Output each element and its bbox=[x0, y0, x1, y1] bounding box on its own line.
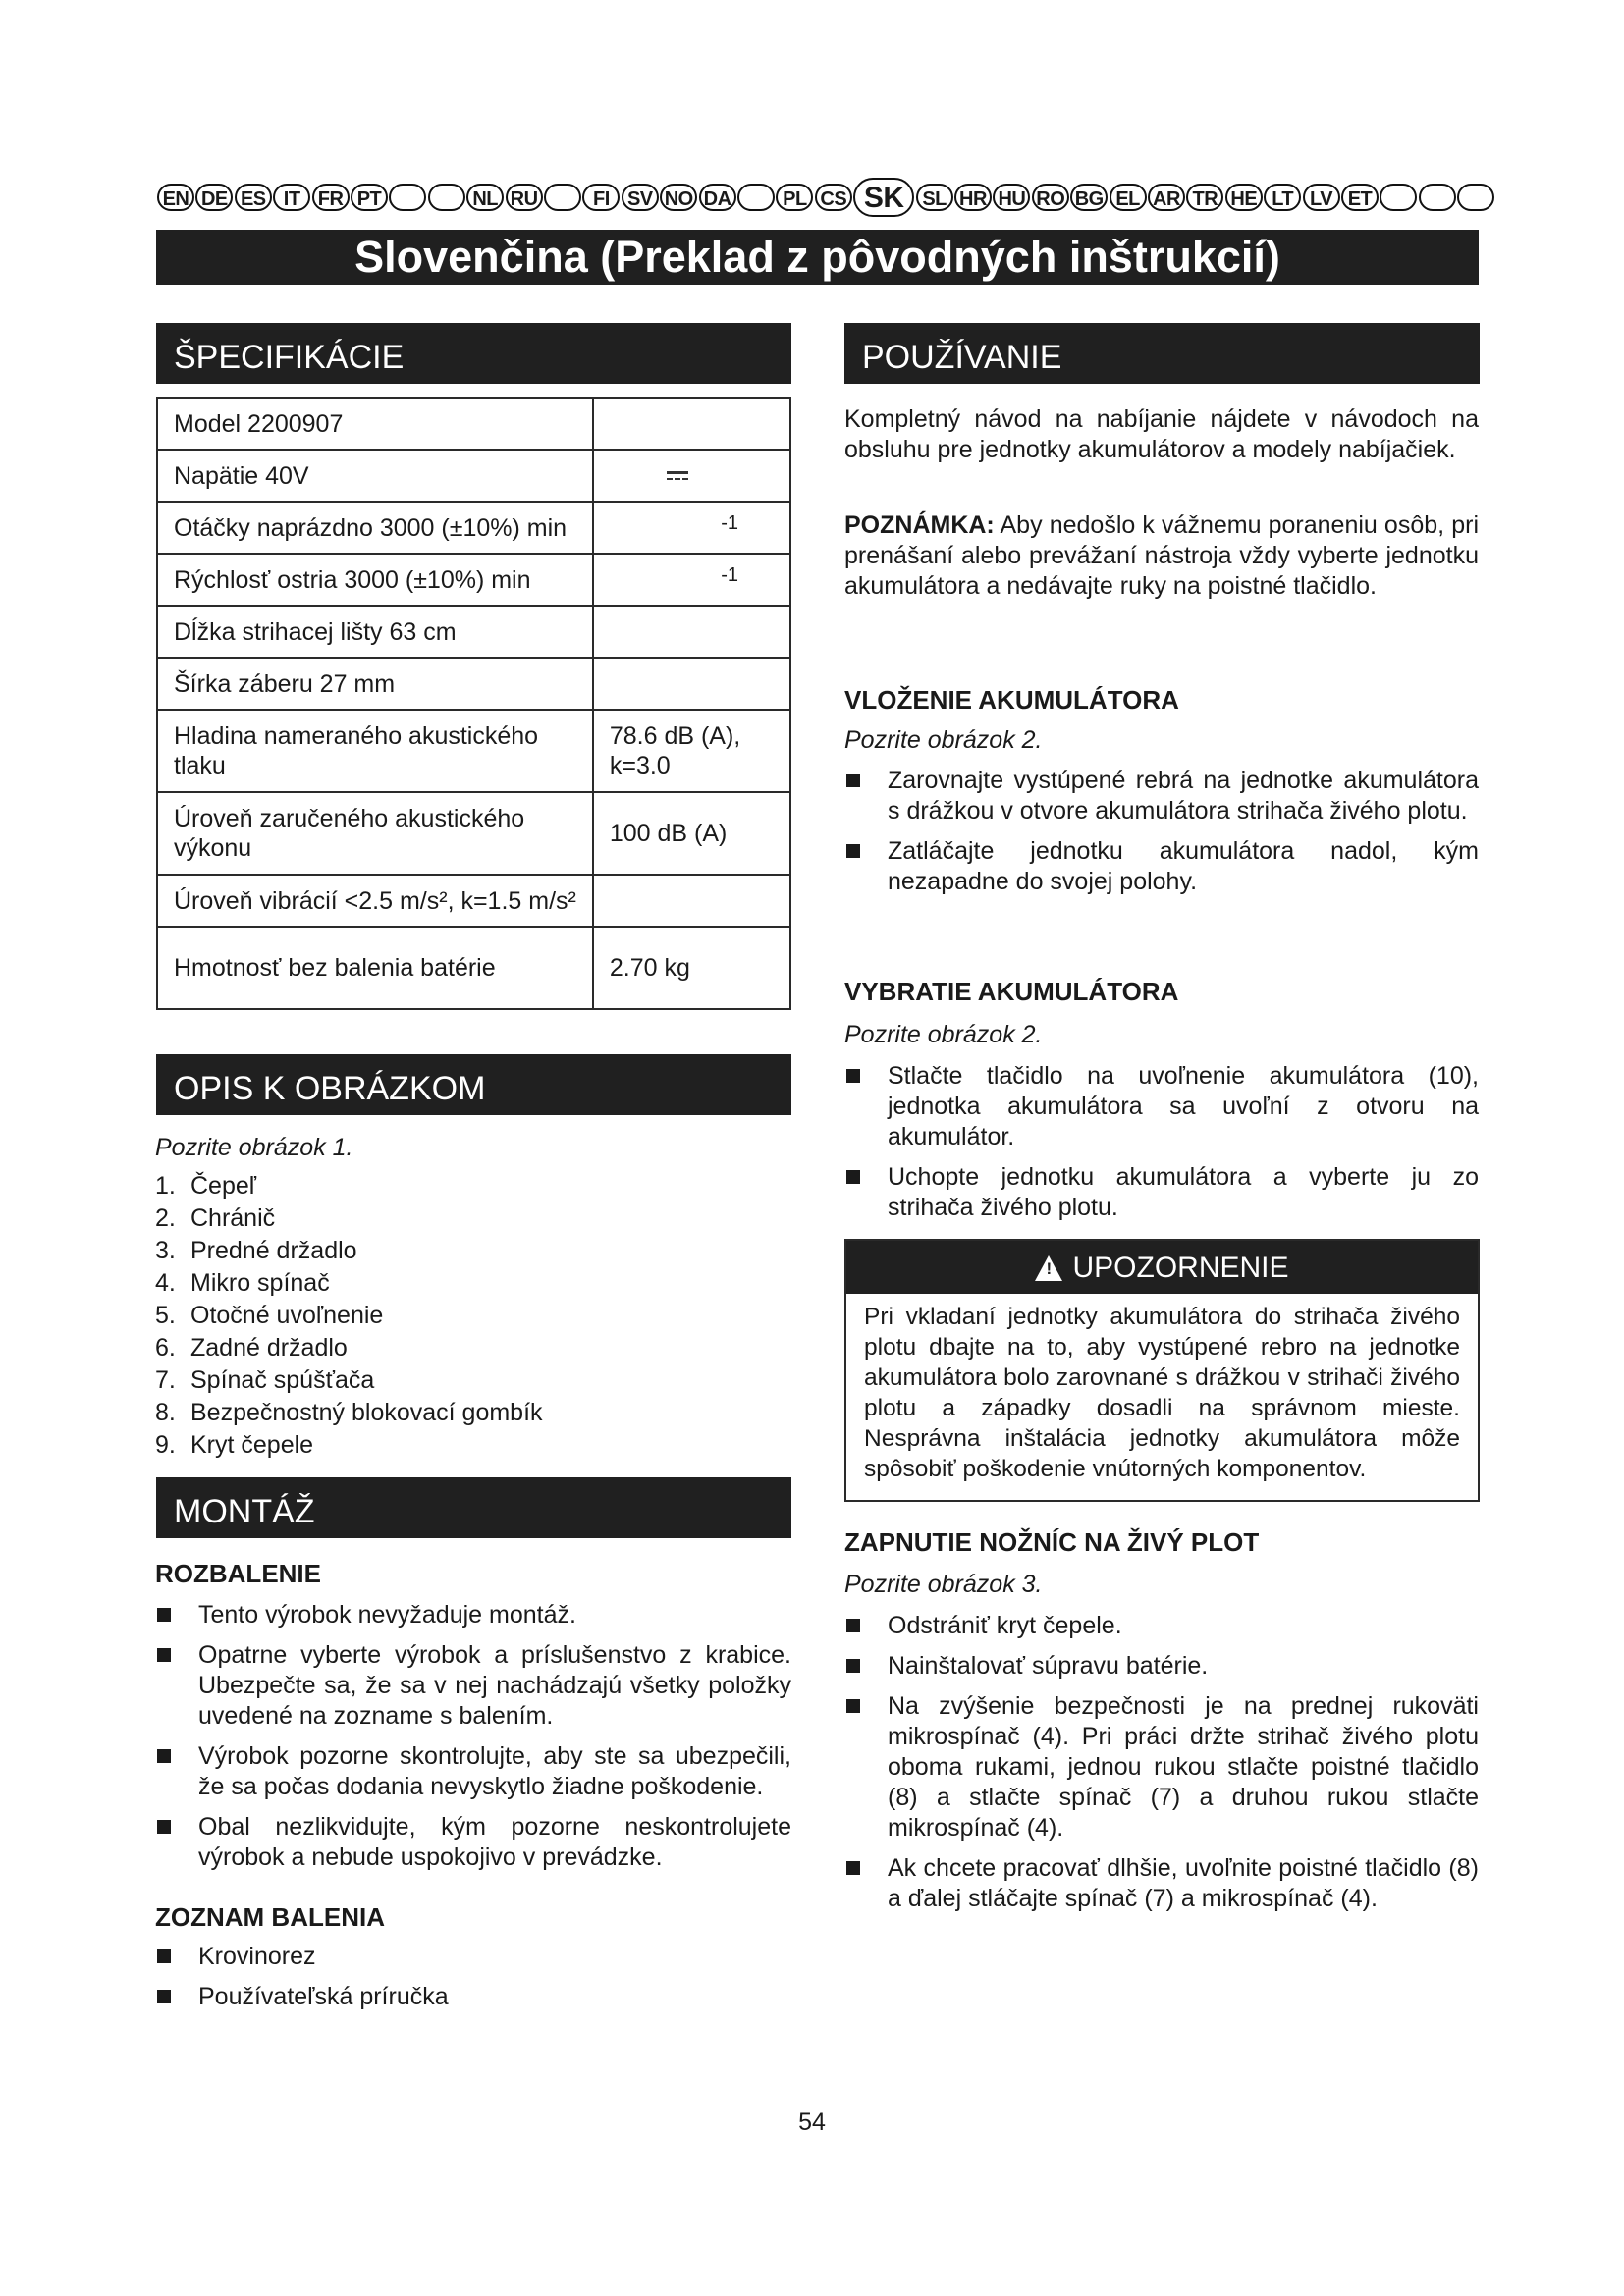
language-tab: NO bbox=[660, 184, 697, 211]
opis-figure-ref: Pozrite obrázok 1. bbox=[155, 1134, 353, 1161]
language-tab: NL bbox=[466, 184, 504, 211]
spec-row bbox=[157, 502, 790, 554]
language-tab: AR bbox=[1148, 184, 1185, 211]
zapnutie-list bbox=[844, 1611, 1479, 1924]
parts-list-item: 8. Bezpečnostný blokovací gombík bbox=[155, 1399, 543, 1426]
language-tab: DA bbox=[699, 184, 736, 211]
note-text: Aby nedošlo k vážnemu poraneniu osôb, pri prenášaní alebo prevážaní nástroja vždy vyberte jednotku akumulátora a nedávajte ruky na poistné tlačidlo. bbox=[844, 511, 1479, 600]
language-tab: FR bbox=[312, 184, 350, 211]
parts-list-item: 2. Chránič bbox=[155, 1204, 276, 1232]
zoznam-list bbox=[155, 1942, 791, 2022]
spec-value: 2.70 kg bbox=[593, 927, 790, 1009]
vlozenie-item: Zarovnajte vystúpené rebrá na jednotke akumulátora s drážkou v otvore akumulátora strihača živého plotu. bbox=[844, 766, 1479, 827]
rozbalenie-item: Obal nezlikvidujte, kým pozorne neskontrolujete výrobok a nebude uspokojivo v prevádzke. bbox=[155, 1812, 791, 1873]
spec-label: Rýchlosť ostria 3000 (±10%) min bbox=[157, 554, 593, 606]
spec-row bbox=[157, 927, 790, 1009]
zapnutie-figure-ref: Pozrite obrázok 3. bbox=[844, 1571, 1043, 1598]
parts-list-item: 7. Spínač spúšťača bbox=[155, 1366, 375, 1394]
language-tab bbox=[1380, 184, 1417, 211]
vybratie-title: VYBRATIE AKUMULÁTORA bbox=[844, 977, 1179, 1006]
spec-label: Úroveň zaručeného akustického výkonu bbox=[157, 792, 593, 875]
spec-value: 78.6 dB (A), k=3.0 bbox=[593, 710, 790, 792]
rozbalenie-list bbox=[155, 1600, 791, 1883]
spec-value bbox=[593, 398, 790, 450]
vybratie-figure-ref: Pozrite obrázok 2. bbox=[844, 1021, 1043, 1048]
spec-superscript: -1 bbox=[721, 512, 738, 534]
language-tab: CS bbox=[815, 184, 852, 211]
vybratie-list bbox=[844, 1061, 1479, 1233]
dc-symbol-icon bbox=[667, 471, 688, 482]
language-tab: EL bbox=[1110, 184, 1147, 211]
language-tabs bbox=[157, 178, 1483, 217]
spec-heading: ŠPECIFIKÁCIE bbox=[156, 323, 791, 384]
language-tab: LT bbox=[1264, 184, 1301, 211]
language-tab bbox=[1419, 184, 1456, 211]
vybratie-item: Uchopte jednotku akumulátora a vyberte ju zo strihača živého plotu. bbox=[844, 1162, 1479, 1223]
language-tab bbox=[544, 184, 581, 211]
language-tab: EN bbox=[157, 184, 194, 211]
spec-row bbox=[157, 606, 790, 658]
spec-row bbox=[157, 658, 790, 710]
spec-label: Šírka záberu 27 mm bbox=[157, 658, 593, 710]
parts-list-item: 5. Otočné uvoľnenie bbox=[155, 1302, 384, 1329]
language-tab: RU bbox=[506, 184, 543, 211]
vlozenie-item: Zatláčajte jednotku akumulátora nadol, kým nezapadne do svojej polohy. bbox=[844, 836, 1479, 897]
rozbalenie-item: Tento výrobok nevyžaduje montáž. bbox=[155, 1600, 791, 1630]
rozbalenie-title: ROZBALENIE bbox=[155, 1559, 321, 1588]
zoznam-item: Krovinorez bbox=[155, 1942, 791, 1972]
spec-row bbox=[157, 450, 790, 502]
warning-title: UPOZORNENIE bbox=[1072, 1252, 1289, 1284]
spec-value bbox=[593, 875, 790, 927]
language-tab: FI bbox=[582, 184, 620, 211]
vlozenie-figure-ref: Pozrite obrázok 2. bbox=[844, 726, 1043, 754]
spec-row bbox=[157, 792, 790, 875]
spec-table bbox=[156, 397, 791, 1010]
spec-row bbox=[157, 398, 790, 450]
language-tab: BG bbox=[1070, 184, 1108, 211]
language-tab: HU bbox=[993, 184, 1030, 211]
zapnutie-item: Odstrániť kryt čepele. bbox=[844, 1611, 1479, 1641]
spec-label: Napätie 40V bbox=[157, 450, 593, 502]
language-tab bbox=[1457, 184, 1494, 211]
spec-value bbox=[593, 658, 790, 710]
pouzivanie-note bbox=[844, 510, 1479, 602]
language-tab bbox=[428, 184, 465, 211]
spec-row bbox=[157, 554, 790, 606]
vlozenie-title: VLOŽENIE AKUMULÁTORA bbox=[844, 685, 1179, 715]
zoznam-title: ZOZNAM BALENIA bbox=[155, 1902, 385, 1932]
language-tab: DE bbox=[195, 184, 233, 211]
warning-header bbox=[846, 1241, 1478, 1294]
parts-list-item: 6. Zadné držadlo bbox=[155, 1334, 348, 1362]
language-tab: ET bbox=[1341, 184, 1379, 211]
language-tab: RO bbox=[1032, 184, 1069, 211]
parts-list bbox=[155, 1170, 543, 1462]
warning-box bbox=[844, 1239, 1480, 1502]
language-tab bbox=[737, 184, 775, 211]
rozbalenie-item: Opatrne vyberte výrobok a príslušenstvo z krabice. Ubezpečte sa, že sa v nej nachádzajú všetky položky uvedené na zozname s balením. bbox=[155, 1640, 791, 1732]
spec-row bbox=[157, 875, 790, 927]
language-tab: IT bbox=[273, 184, 310, 211]
note-label: POZNÁMKA: bbox=[844, 511, 995, 539]
rozbalenie-item: Výrobok pozorne skontrolujte, aby ste sa ubezpečili, že sa počas dodania nevyskytlo žiadne poškodenie. bbox=[155, 1741, 791, 1802]
language-tab: SL bbox=[916, 184, 953, 211]
parts-list-item: 1. Čepeľ bbox=[155, 1172, 257, 1200]
spec-value bbox=[593, 554, 790, 606]
spec-label: Hmotnosť bez balenia batérie bbox=[157, 927, 593, 1009]
spec-label: Úroveň vibrácií <2.5 m/s², k=1.5 m/s² bbox=[157, 875, 593, 927]
language-tab: HE bbox=[1225, 184, 1263, 211]
vybratie-item: Stlačte tlačidlo na uvoľnenie akumulátora (10), jednotka akumulátora sa uvoľní z otvoru na akumulátor. bbox=[844, 1061, 1479, 1152]
language-tab: PL bbox=[776, 184, 813, 211]
zapnutie-item: Na zvýšenie bezpečnosti je na prednej rukoväti mikrospínač (4). Pri práci držte strihač živého plotu oboma rukami, jednou rukou stlačte poistné tlačidlo (8) a stlačte spínač (7) a druhou rukou stlačte mikrospínač (4). bbox=[844, 1691, 1479, 1843]
spec-value bbox=[593, 450, 790, 502]
spec-superscript: -1 bbox=[721, 564, 738, 586]
pouzivanie-heading: POUŽÍVANIE bbox=[844, 323, 1480, 384]
zapnutie-title: ZAPNUTIE NOŽNÍC NA ŽIVÝ PLOT bbox=[844, 1527, 1260, 1557]
warning-triangle-icon bbox=[1035, 1255, 1062, 1281]
spec-label: Model 2200907 bbox=[157, 398, 593, 450]
spec-value bbox=[593, 606, 790, 658]
spec-label: Otáčky naprázdno 3000 (±10%) min bbox=[157, 502, 593, 554]
language-tab: ES bbox=[235, 184, 272, 211]
language-tab: TR bbox=[1186, 184, 1223, 211]
warning-text: Pri vkladaní jednotky akumulátora do strihača živého plotu dbajte na to, aby vystúpené rebro na jednotke akumulátora bolo zarovnané s drážkou v strihači živého plotu a západky dosadli na správnom mieste. Nesprávna inštalácia jednotky akumulátora môže spôsobiť poškodenie vnútorných komponentov. bbox=[864, 1304, 1460, 1482]
language-banner: Slovenčina (Preklad z pôvodných inštrukcií) bbox=[156, 230, 1479, 285]
language-tab: LV bbox=[1303, 184, 1340, 211]
spec-label: Dĺžka strihacej lišty 63 cm bbox=[157, 606, 593, 658]
language-tab: SK bbox=[853, 178, 914, 217]
zapnutie-item: Nainštalovať súpravu batérie. bbox=[844, 1651, 1479, 1682]
parts-list-item: 9. Kryt čepele bbox=[155, 1431, 314, 1459]
language-tab: HR bbox=[954, 184, 992, 211]
opis-heading: OPIS K OBRÁZKOM bbox=[156, 1054, 791, 1115]
spec-value: 100 dB (A) bbox=[593, 792, 790, 875]
page-number: 54 bbox=[798, 2109, 826, 2136]
zoznam-item: Používateľská príručka bbox=[155, 1982, 791, 2012]
spec-label: Hladina nameraného akustického tlaku bbox=[157, 710, 593, 792]
language-tab bbox=[389, 184, 426, 211]
pouzivanie-intro: Kompletný návod na nabíjanie nájdete v návodoch na obsluhu pre jednotky akumulátorov a modely nabíjačiek. bbox=[844, 405, 1479, 463]
language-tab: PT bbox=[351, 184, 388, 211]
parts-list-item: 3. Predné držadlo bbox=[155, 1237, 357, 1264]
parts-list-item: 4. Mikro spínač bbox=[155, 1269, 330, 1297]
spec-value bbox=[593, 502, 790, 554]
montaz-heading: MONTÁŽ bbox=[156, 1477, 791, 1538]
vlozenie-list bbox=[844, 766, 1479, 907]
language-tab: SV bbox=[622, 184, 659, 211]
zapnutie-item: Ak chcete pracovať dlhšie, uvoľnite poistné tlačidlo (8) a ďalej stláčajte spínač (7) a mikrospínač (4). bbox=[844, 1853, 1479, 1914]
spec-row bbox=[157, 710, 790, 792]
